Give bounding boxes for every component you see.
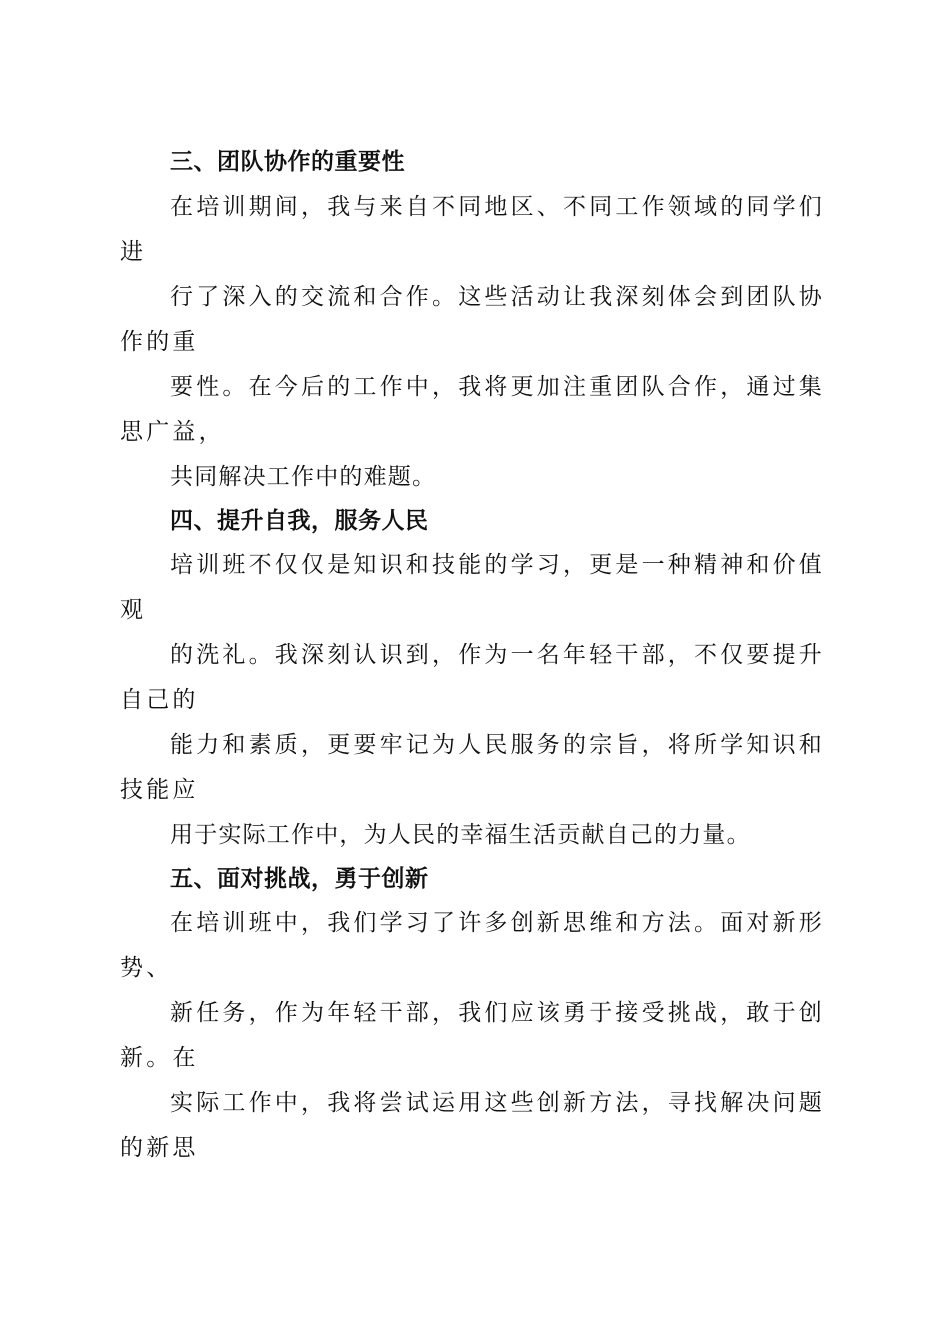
paragraph-line: 的洗礼。我深刻认识到，作为一名年轻干部，不仅要提升 [170,642,825,668]
paragraph-line: 的新思 [120,1135,199,1161]
paragraph-line: 自己的 [120,687,199,713]
paragraph-line: 新。在 [120,1045,199,1071]
paragraph-line: 思广益， [120,419,225,445]
paragraph-line: 用于实际工作中，为人民的幸福生活贡献自己的力量。 [170,822,751,848]
section-heading: 四、提升自我，服务人民 [170,508,429,534]
paragraph-line: 培训班不仅仅是知识和技能的学习，更是一种精神和价值 [170,552,825,578]
paragraph-line: 实际工作中，我将尝试运用这些创新方法，寻找解决问题 [170,1090,825,1116]
paragraph-line: 进 [120,239,147,265]
paragraph-line: 技能应 [120,777,199,803]
paragraph-line: 能力和素质，更要牢记为人民服务的宗旨，将所学知识和 [170,732,825,758]
paragraph-line: 在培训期间，我与来自不同地区、不同工作领域的同学们 [170,194,825,220]
paragraph-line: 势、 [120,955,173,981]
section-heading: 五、面对挑战，勇于创新 [170,866,429,892]
paragraph-line: 行了深入的交流和合作。这些活动让我深刻体会到团队协 [170,284,825,310]
paragraph-line: 新任务，作为年轻干部，我们应该勇于接受挑战，敢于创 [170,1000,825,1026]
section-heading: 三、团队协作的重要性 [170,149,405,175]
paragraph-line: 观 [120,597,147,623]
paragraph-line: 要性。在今后的工作中，我将更加注重团队合作，通过集 [170,374,825,400]
paragraph-line: 共同解决工作中的难题。 [170,464,437,490]
paragraph-line: 作的重 [120,329,199,355]
paragraph-line: 在培训班中，我们学习了许多创新思维和方法。面对新形 [170,910,825,936]
